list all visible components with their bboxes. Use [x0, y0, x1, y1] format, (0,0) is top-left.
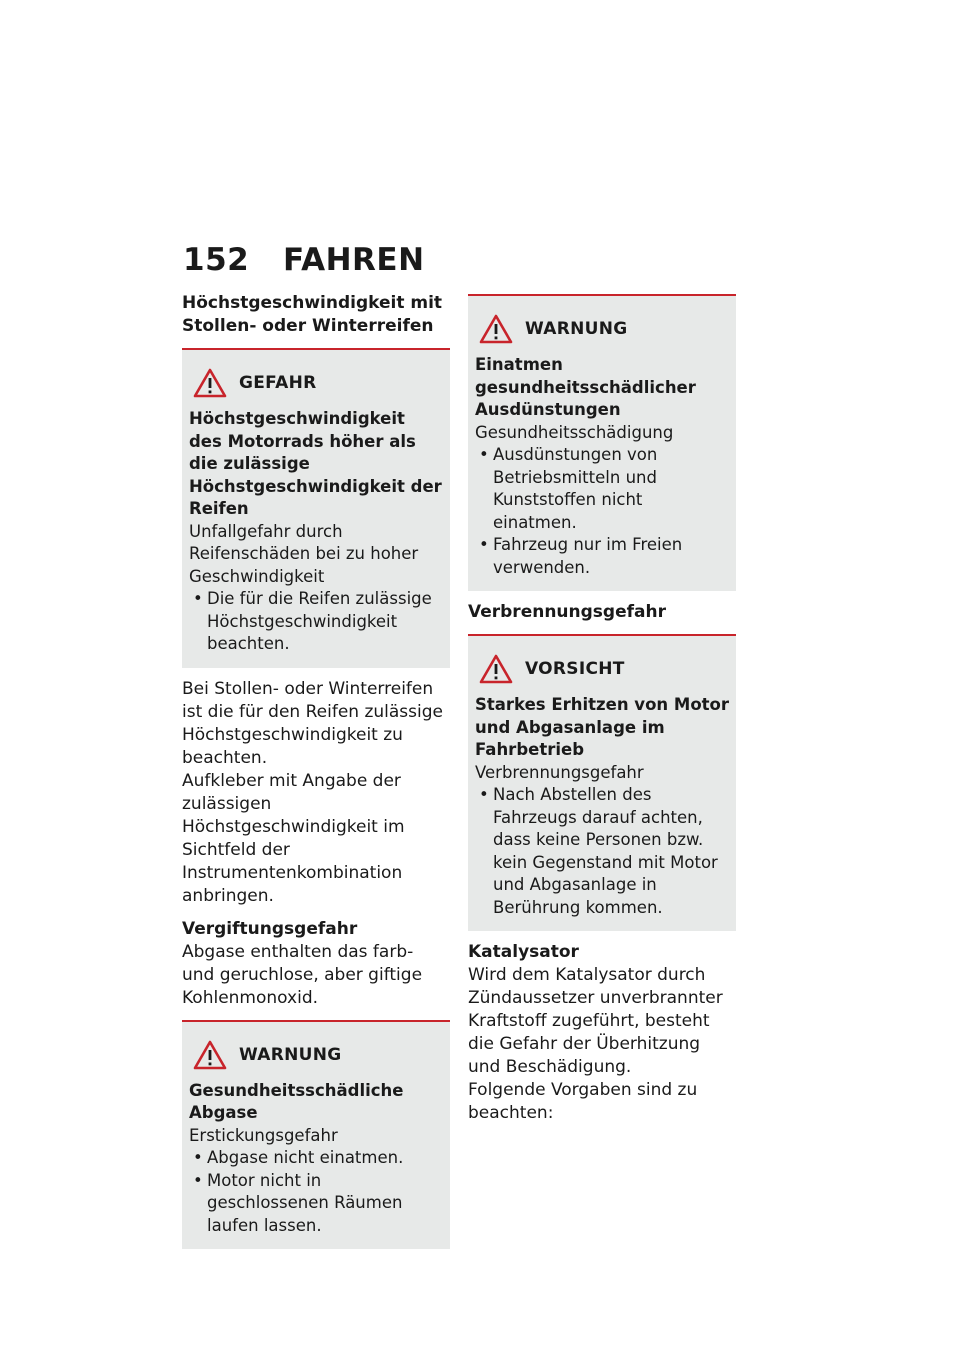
box-type-label: GEFAHR	[239, 373, 317, 393]
instruction-list	[475, 444, 729, 579]
hazard-title: Höchstgeschwindigkeit des Motorrads höher als die zulässige Höchstgeschwindigkeit der Reifen	[189, 409, 442, 518]
warning-triangle-icon	[193, 368, 227, 398]
hazard-title: Starkes Erhitzen von Motor und Abgasanlage im Fahrbetrieb	[475, 695, 730, 759]
page-number: 152	[183, 242, 250, 278]
box-header	[475, 650, 729, 688]
hazard-title: Gesundheitsschädliche Abgase	[189, 1080, 404, 1122]
box-header	[189, 364, 443, 402]
warning-box	[468, 296, 736, 591]
instruction-list	[189, 588, 443, 656]
paragraph: Abgase enthalten das farb- und geruchlose, aber giftige Kohlenmonoxid.	[182, 941, 423, 1008]
hazard-consequence: Unfallgefahr durch Reifenschäden bei zu hoher Geschwindigkeit	[189, 521, 419, 586]
list-item: • Ausdünstungen von Betriebsmitteln und Kunststoffen nicht einatmen.	[475, 444, 729, 534]
paragraph: Bei Stollen- oder Winterreifen ist die für den Reifen zulässige Höchstgeschwindigkeit zu beachten.	[182, 678, 443, 768]
hazard-title: Einatmen gesundheitsschädlicher Ausdünstungen	[475, 355, 696, 419]
paragraph: Folgende Vorgaben sind zu beachten:	[468, 1080, 698, 1123]
paragraph: Aufkleber mit Angabe der zulässigen Höchstgeschwindigkeit im Sichtfeld der Instrumentenkombination anbringen.	[182, 770, 405, 906]
section-title-burns: Verbrennungsgefahr	[468, 602, 666, 622]
caution-box	[468, 636, 736, 931]
section-title-catalyst: Katalysator	[468, 942, 579, 962]
left-column	[182, 292, 450, 1249]
box-type-label: WARNUNG	[525, 319, 628, 339]
warning-box	[182, 1022, 450, 1250]
warning-triangle-icon	[479, 654, 513, 684]
instruction-list	[475, 784, 729, 919]
danger-box	[182, 350, 450, 668]
warning-triangle-icon	[193, 1040, 227, 1070]
section-title-top-speed: Höchstgeschwindigkeit mit Stollen- oder Winterreifen	[182, 293, 443, 336]
list-item: • Abgase nicht einatmen.	[189, 1147, 443, 1170]
hazard-consequence: Verbrennungsgefahr	[475, 762, 644, 782]
list-item: • Motor nicht in geschlossenen Räumen laufen lassen.	[189, 1170, 443, 1238]
list-item: • Nach Abstellen des Fahrzeugs darauf achten, dass keine Personen bzw. kein Gegenstand mit Motor und Abgasanlage in Berührung kommen.	[475, 784, 729, 919]
box-type-label: WARNUNG	[239, 1044, 342, 1065]
hazard-consequence: Erstickungsgefahr	[189, 1125, 338, 1145]
list-item: • Die für die Reifen zulässige Höchstgeschwindigkeit beachten.	[189, 588, 443, 656]
box-header	[189, 1036, 443, 1074]
box-header	[475, 310, 729, 348]
page-title: FAHREN	[283, 242, 425, 278]
right-column	[468, 292, 736, 1125]
paragraph: Wird dem Katalysator durch Zündaussetzer unverbrannter Kraftstoff zugeführt, besteht die Gefahr der Überhitzung und Beschädigung.	[468, 965, 723, 1077]
list-item: • Fahrzeug nur im Freien verwenden.	[475, 534, 729, 579]
box-type-label: VORSICHT	[525, 659, 625, 679]
hazard-consequence: Gesundheitsschädigung	[475, 422, 674, 442]
section-title-poisoning: Vergiftungsgefahr	[182, 918, 358, 939]
warning-triangle-icon	[479, 314, 513, 344]
page-header	[183, 238, 425, 282]
instruction-list	[189, 1147, 443, 1237]
